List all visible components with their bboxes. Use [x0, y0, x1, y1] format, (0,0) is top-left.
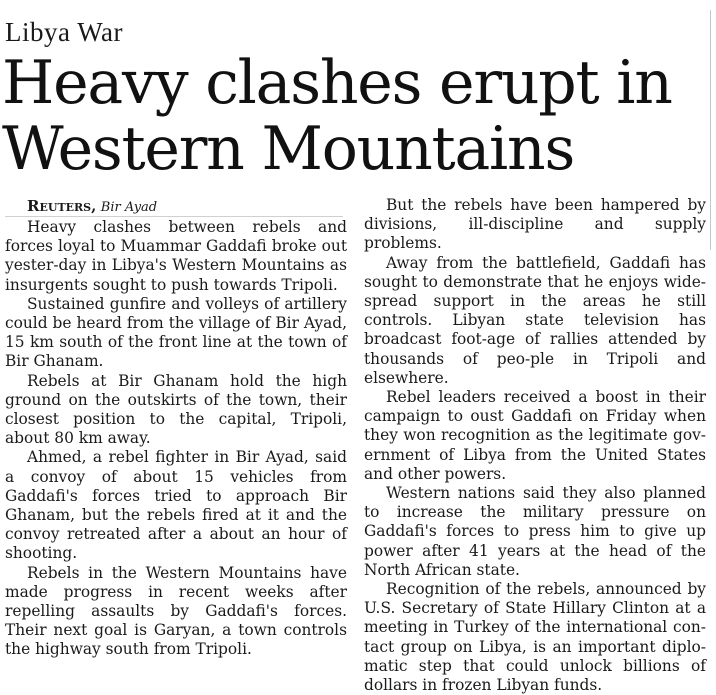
- left-column: [5, 196, 347, 660]
- paragraph: Rebel leaders received a boost in their campaign to oust Gaddafi on Friday when they won recognition as the legitimate gov-ernment of Libya from the United States and other powers.: [364, 388, 706, 483]
- byline-place: Bir Ayad: [100, 200, 158, 215]
- byline-rule: [5, 216, 343, 217]
- paragraph: Away from the battlefield, Gaddafi has sought to demonstrate that he enjoys wide-spread support in the areas he still controls. Libyan state television has broadcast foot-age of rallies attended by thousands of peo-ple in Tripoli and elsewhere.: [364, 253, 706, 387]
- section-kicker: Libya War: [5, 17, 124, 47]
- byline: [5, 196, 347, 218]
- paragraph: Ahmed, a rebel fighter in Bir Ayad, said a convoy of about 15 vehicles from Gaddafi's forces tried to approach Bir Ghanam, but the rebels fired at it and the convoy retreated after a about an hour of shooting.: [5, 448, 347, 563]
- right-column: [364, 196, 706, 695]
- paragraph: But the rebels have been hampered by divisions, ill-discipline and supply problems.: [364, 196, 706, 253]
- paragraph: Sustained gunfire and volleys of artillery could be heard from the village of Bir Ayad, 15 km south of the front line at the town of Bir Ghanam.: [5, 294, 347, 371]
- byline-agency: Reuters,: [27, 197, 97, 215]
- paragraph: Rebels at Bir Ghanam hold the high ground on the outskirts of the town, their closest position to the capital, Tripoli, about 80 km away.: [5, 371, 347, 448]
- headline-line-2: Western Mountains: [2, 114, 575, 184]
- headline-line-1: Heavy clashes erupt in: [2, 48, 672, 118]
- paragraph: Western nations said they also planned to increase the military pressure on Gaddafi's forces to press him to give up power after 41 years at the head of the North African state.: [364, 484, 706, 579]
- paragraph: Recognition of the rebels, announced by U.S. Secretary of State Hillary Clinton at a meeting in Turkey of the international con-tact group on Libya, is an important diplo-matic step that could unlock billions of dollars in frozen Libyan funds.: [364, 580, 706, 695]
- headline: [2, 50, 716, 182]
- paragraph: Rebels in the Western Mountains have made progress in recent weeks after repelling assaults by Gaddafi's forces. Their next goal is Garyan, a town controls the highway south from Tripoli.: [5, 563, 347, 659]
- column-rule: [710, 10, 711, 250]
- paragraph: Heavy clashes between rebels and forces loyal to Muammar Gaddafi broke out yester-day in Libya's Western Mountains as insurgents sought to push towards Tripoli.: [5, 218, 347, 294]
